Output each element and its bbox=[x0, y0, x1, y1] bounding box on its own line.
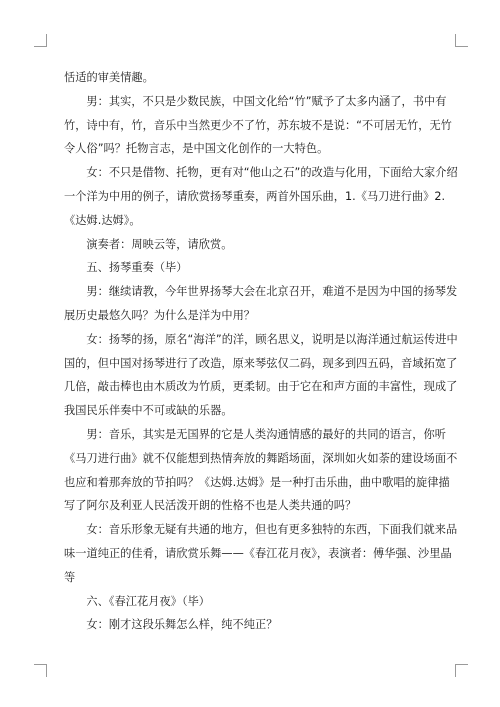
paragraph-male-question: 男：继续请教，今年世界扬琴大会在北京召开，难道不是因为中国的扬琴发展历史最悠久吗？为什么是洋为中用？ bbox=[64, 285, 458, 322]
paragraph-male-bamboo: 男：其实，不只是少数民族，中国文化给“竹”赋予了太多内涵了，书中有竹，诗中有，竹，音乐中当然更少不了竹，苏东坡不是说：“不可居无竹，无竹令人俗”吗？托物言志，是中国文化创作的一大特色。 bbox=[64, 94, 452, 156]
section-heading-six: 六、《春江花月夜》（毕） bbox=[86, 594, 211, 608]
paragraph-male-music-language: 男：音乐，其实是无国界的它是人类沟通情感的最好的共同的语言，你听《马刀进行曲》就不仅能想到热情奔放的舞蹈场面，深圳如火如荼的建设场面不也应和着那奔放的节拍吗？《达姆.达姆》是一种打击乐曲，曲中歌唱的旋律描写了阿尔及利亚人民活泼开朗的性格不也是人类共通的吗？ bbox=[64, 427, 458, 513]
paragraph-female-question: 女：刚才这段乐舞怎么样，纯不纯正？ bbox=[86, 618, 278, 632]
paragraph-female-yangqin-history: 女：扬琴的扬，原名“海洋”的洋，顾名思义，说明是以海洋通过航运传进中国的，但中国对扬琴进行了改造，原来琴弦仅二码，现多到四五码，音域拓宽了几倍，敲击棒也由木质改为竹质，更柔韧。由于它在和声方面的丰富性，现成了我国民乐伴奏中不可或缺的乐器。 bbox=[64, 332, 458, 418]
crop-mark-top-left bbox=[34, 34, 47, 47]
document-body bbox=[64, 66, 459, 637]
section-heading-five: 五、扬琴重奏（毕） bbox=[86, 261, 188, 275]
paragraph-female-intro-dance: 女：音乐形象无疑有共通的地方，但也有更多独特的东西，下面我们就来品味一道纯正的佳肴，请欣赏乐舞——《春江花月夜》，表演者：傅华强、沙里晶等 bbox=[64, 523, 458, 584]
crop-mark-top-right bbox=[455, 34, 468, 47]
paragraph-continuation: 恬适的审美情趣。 bbox=[64, 71, 154, 84]
paragraph-performers: 演奏者：周映云等，请欣赏。 bbox=[86, 237, 233, 251]
paragraph-female-intro-yangqin: 女：不只是借物、托物，更有对“他山之石”的改造与化用，下面给大家介绍一个洋为中用的例子，请欣赏扬琴重奏，两首外国乐曲，1.《马刀进行曲》2.《达姆.达姆》。 bbox=[64, 166, 458, 227]
crop-mark-bottom-right bbox=[455, 664, 468, 677]
crop-mark-bottom-left bbox=[34, 664, 47, 677]
